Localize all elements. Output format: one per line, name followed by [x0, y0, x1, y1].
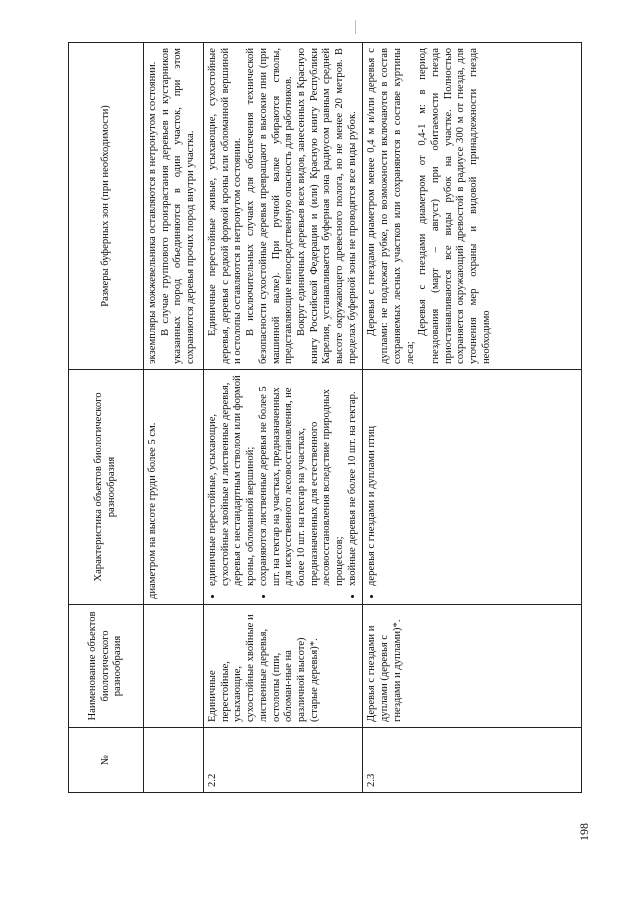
row-number: 2.3	[363, 728, 582, 793]
buffer-paragraph: Деревья с гнездами диаметром от 0,4-1 м: в период гнездования (март – август) при обитаемости гнезда приостанавливаются все виды рубок на участке. Полностью сохраняется окружающий древостой в радиусе 300 м от гнезда, для уточнения мер охраны и видовой принадлежности гнезда необходимо	[417, 48, 492, 364]
table-header-row	[69, 43, 144, 793]
buffer-paragraph: экземпляры можжевельника оставляются в нетронутом состоянии.	[147, 61, 158, 364]
row-name: Деревья с гнездами и дуплами (деревья с гнездами и дуплами)*.	[363, 605, 582, 728]
buffer-paragraph: Деревья с гнездами диаметром менее 0,4 м и/или деревья с дуплами: не подлежат рубке, по возможности включаются в состав сохраняемых лесных участков или сохраняются в составе куртины леса;	[366, 48, 416, 364]
row-buffer	[204, 43, 363, 370]
header-characteristics: Характеристика объектов биологического разнообразия	[69, 370, 144, 605]
table-row	[144, 43, 204, 793]
page-number: 198	[577, 823, 591, 841]
scan-mark	[355, 20, 356, 34]
header-buffer-zones: Размеры буферных зон (при необходимости)	[69, 43, 144, 370]
row-name: Единичные перестойные, усыхающие, сухостойные хвойные и лиственные деревья, остолопы (ппи, обломан-ные на различной высоте) (старые деревья)*.	[204, 605, 363, 728]
characteristics-item: • единичные перестойные, усыхающие, сухостойные хвойные и лиственные деревья, деревья с нестандартным стволом или формой кроны, обломанной вершиной;	[207, 375, 258, 586]
characteristics-item: • хвойные деревья не более 10 шт. на гектар.	[347, 375, 360, 586]
biodiversity-table	[68, 42, 582, 793]
buffer-paragraph: Единичные перестойные живые, усыхающие, сухостойные деревья, деревья с редкой формой кроны или обломанной вершиной и остолопы оставляются в нетронутом состоянии.	[207, 48, 244, 364]
row-characteristics	[204, 370, 363, 605]
row-number: 2.2	[204, 728, 363, 793]
header-name: Наименование объектов биологического разнообразия	[69, 605, 144, 728]
table-row	[204, 43, 363, 793]
rotated-table-container	[68, 43, 570, 793]
header-number: №	[69, 728, 144, 793]
characteristics-item: • деревья с гнездами и дуплами птиц	[366, 375, 379, 586]
buffer-paragraph: В случае группового произрастания деревьев и кустарников указанных пород объединяются в один участок, при этом сохраняются деревья прочих пород внутри участка.	[159, 48, 197, 364]
characteristics-text: диаметром на высоте груди более 5 см.	[147, 422, 158, 599]
row-number	[144, 728, 204, 793]
row-buffer	[363, 43, 582, 370]
row-name	[144, 605, 204, 728]
row-characteristics	[363, 370, 582, 605]
characteristics-item: • сохраняются лиственные деревья не более 5 шт. на гектар на участках, предназначенных для искусственного лесовосстановления, не более 10 шт. на гектар на участках, предназначенных для естественного лесовосстановления вследствие природных процессов;	[258, 375, 347, 586]
table-row	[363, 43, 582, 793]
buffer-paragraph: Вокруг единичных деревьев всех видов, занесенных в Красную книгу Российской Федерации и (или) Красную книгу Республики Карелия, устанавливается буферная зона радиусом равным средней высоте окружающего древесного полога, но не менее 20 метров. В пределах буферной зоны не проводятся все виды рубок.	[295, 48, 358, 364]
row-characteristics	[144, 370, 204, 605]
row-buffer	[144, 43, 204, 370]
buffer-paragraph: В исключительных случаях для обеспечения технической безопасности сухостойные деревья превращают в высокие пни (при машинной валке). При ручной валке убираются стволы, представляющие непосредственную опасность для работников.	[245, 48, 295, 364]
